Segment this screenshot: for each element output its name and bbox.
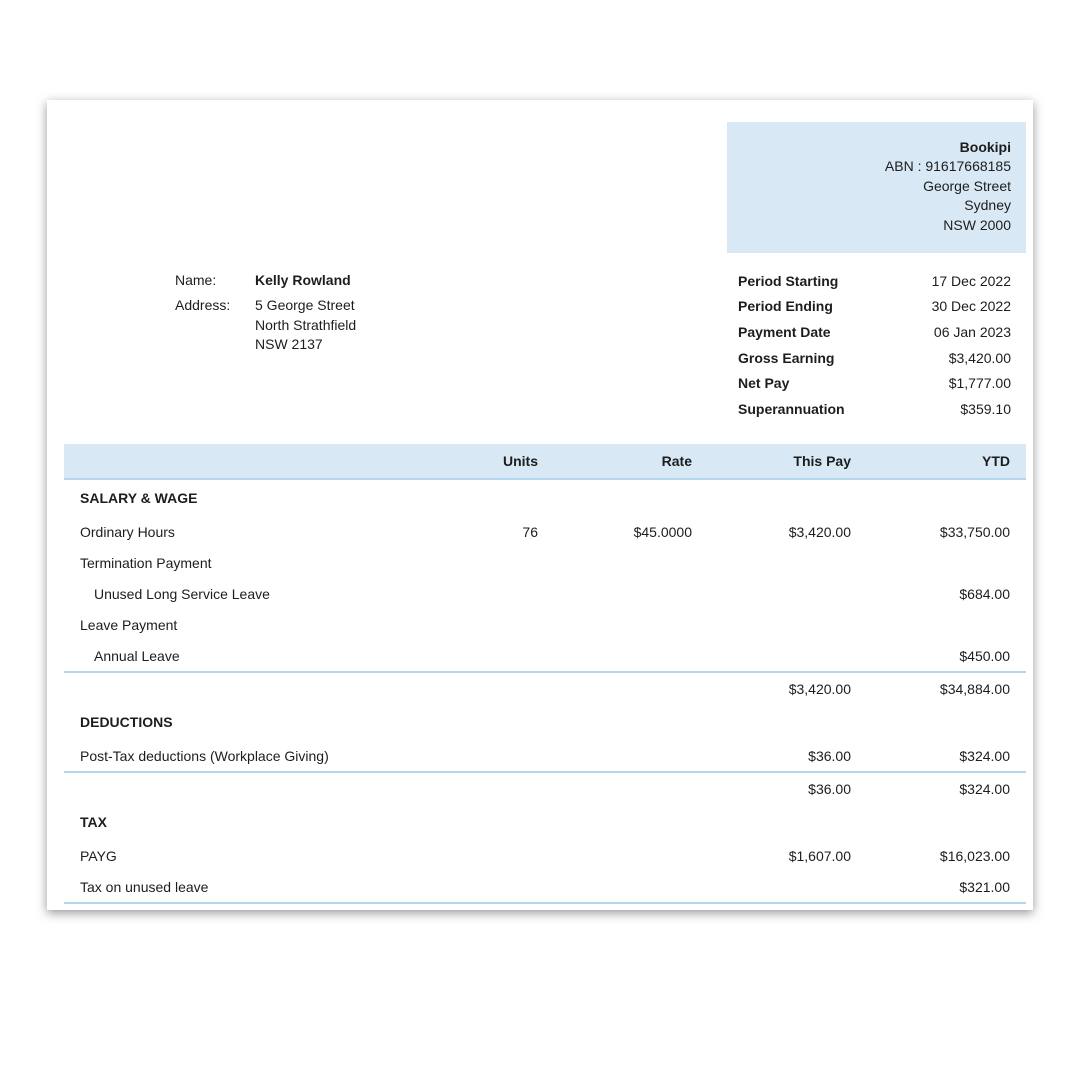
summary-row: [738, 345, 1011, 371]
row-this-pay: $36.00: [808, 780, 851, 797]
row-ytd: $324.00: [959, 747, 1010, 764]
row-label: TAX: [80, 814, 107, 830]
row-label: Leave Payment: [80, 616, 178, 633]
summary-row: [738, 294, 1011, 320]
row-ytd: $33,750.00: [939, 523, 1010, 540]
summary-label: Superannuation: [738, 400, 845, 417]
summary-label: Gross Earning: [738, 349, 835, 366]
row-label: SALARY & WAGE: [80, 490, 198, 506]
table-row: [64, 871, 1026, 902]
column-header-this-pay: This Pay: [793, 453, 851, 469]
summary-row: [738, 268, 1011, 294]
table-row: [64, 804, 1026, 840]
company-abn: ABN : 91617668185: [884, 158, 1011, 175]
column-header-ytd: YTD: [982, 453, 1010, 469]
employee-address: [255, 296, 356, 355]
row-label: Annual Leave: [94, 647, 180, 664]
row-label: DEDUCTIONS: [80, 714, 173, 730]
table-row: [64, 704, 1026, 740]
summary-label: Period Starting: [738, 272, 839, 289]
employee-address-label: Address:: [175, 297, 231, 313]
row-units: 76: [522, 523, 538, 540]
pay-table-body: [64, 480, 1026, 904]
table-row: [64, 609, 1026, 640]
table-row: [64, 773, 1026, 804]
summary-row: [738, 319, 1011, 345]
employee-name-label: Name:: [175, 272, 217, 288]
summary-label: Payment Date: [738, 323, 831, 340]
table-row: [64, 840, 1026, 871]
summary-label: Period Ending: [738, 298, 833, 315]
row-label: Unused Long Service Leave: [94, 585, 270, 602]
payslip-page: [47, 100, 1033, 910]
summary-label: Net Pay: [738, 375, 790, 392]
company-info-box: [727, 122, 1026, 253]
table-row: [64, 640, 1026, 671]
company-address-line: Sydney: [964, 197, 1011, 214]
table-divider: [64, 902, 1026, 904]
table-row: [64, 740, 1026, 771]
employee-address-line: 5 George Street: [255, 297, 355, 313]
employee-info: [175, 271, 356, 355]
column-header-units: Units: [503, 453, 538, 469]
table-row: [64, 547, 1026, 578]
summary-value: $3,420.00: [948, 349, 1011, 366]
row-ytd: $16,023.00: [939, 847, 1010, 864]
row-this-pay: $36.00: [808, 747, 851, 764]
row-ytd: $324.00: [959, 780, 1010, 797]
employee-address-line: NSW 2137: [255, 336, 323, 352]
summary-row: [738, 396, 1011, 422]
employee-address-line: North Strathfield: [255, 316, 357, 333]
company-address-line: George Street: [923, 177, 1011, 194]
table-row: [64, 673, 1026, 704]
table-row: [64, 480, 1026, 516]
column-header-rate: Rate: [661, 453, 692, 469]
company-address-line: NSW 2000: [943, 216, 1011, 233]
row-this-pay: $3,420.00: [788, 680, 851, 697]
company-name: Bookipi: [959, 139, 1011, 155]
summary-value: 30 Dec 2022: [931, 298, 1011, 315]
table-row: [64, 516, 1026, 547]
table-header-row: [64, 444, 1026, 480]
pay-table: [64, 444, 1026, 904]
row-label: Tax on unused leave: [80, 878, 209, 895]
row-this-pay: $3,420.00: [788, 523, 851, 540]
summary-value: $359.10: [960, 400, 1011, 417]
table-row: [64, 578, 1026, 609]
summary-value: 17 Dec 2022: [931, 272, 1011, 289]
row-label: PAYG: [80, 847, 117, 864]
row-ytd: $450.00: [959, 647, 1010, 664]
row-label: Termination Payment: [80, 554, 212, 571]
row-label: Ordinary Hours: [80, 523, 175, 540]
row-this-pay: $1,607.00: [788, 847, 851, 864]
row-ytd: $34,884.00: [939, 680, 1010, 697]
employee-name: Kelly Rowland: [255, 272, 351, 288]
summary-value: $1,777.00: [948, 375, 1011, 392]
row-ytd: $321.00: [959, 878, 1010, 895]
summary-value: 06 Jan 2023: [933, 323, 1011, 340]
row-ytd: $684.00: [959, 585, 1010, 602]
row-rate: $45.0000: [633, 523, 692, 540]
pay-summary: [738, 268, 1011, 422]
summary-row: [738, 370, 1011, 396]
row-label: Post-Tax deductions (Workplace Giving): [80, 747, 329, 764]
